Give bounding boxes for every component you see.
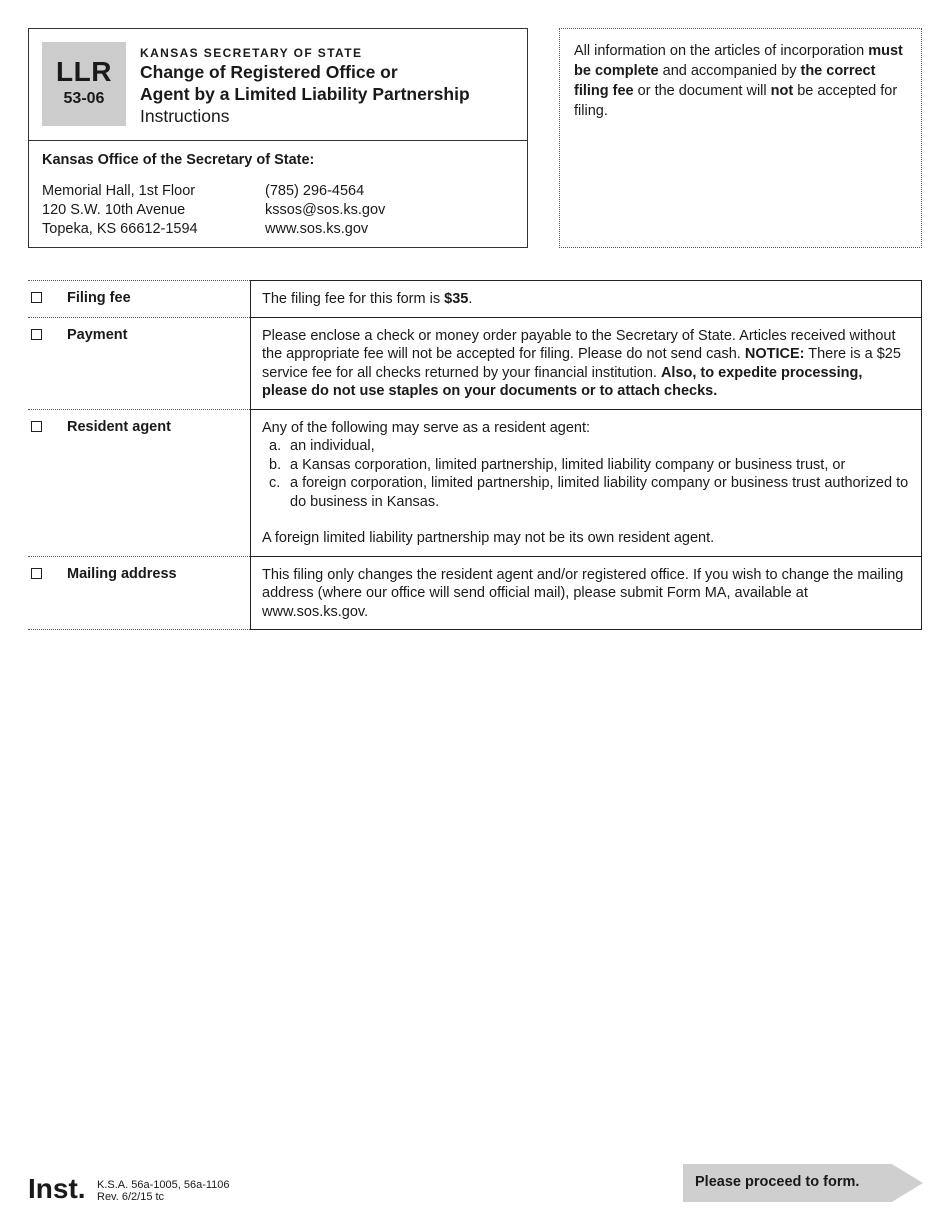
filing-fee-period: . [468,291,473,307]
title-block [140,45,520,127]
form-subtitle: Instructions [140,106,230,126]
list-item-text: a foreign corporation, limited partnership, limited liability company or business trust authorized to do business in Kansas. [290,475,909,510]
office-contact [265,182,385,239]
office-address [42,182,198,239]
list-marker: c. [269,475,281,491]
spacer [262,511,910,529]
payment-notice-label: NOTICE: [744,346,805,362]
list-marker: b. [269,456,282,473]
resident-agent-text [250,409,922,556]
resident-agent-note: A foreign limited liability partnership may not be its own resident agent. [262,530,715,546]
list-item [262,456,910,475]
payment-text-2: There is a $25 service fee for all checks returned by your financial institution. [262,346,901,381]
row-mailing-address [28,556,922,631]
office-phone: (785) 296-4564 [265,183,365,199]
filing-fee-checkbox[interactable] [31,292,42,303]
notice-text-4: be accepted for filing. [574,83,898,119]
statute-text: K.S.A. 56a-1005, 56a-1106 [97,1179,230,1191]
payment-staples-warning: Also, to expedite processing, please do not use staples on your documents or to attach checks. [262,364,863,399]
notice-bold-3: not [770,83,794,99]
revision-text: Rev. 6/2/15 tc [97,1191,165,1203]
form-number: 53-06 [63,90,105,107]
mailing-address-checkbox[interactable] [31,568,42,579]
address-line-3: Topeka, KS 66612-1594 [42,221,198,237]
notice-text-1: All information on the articles of incorporation [574,43,869,59]
list-item [262,474,910,511]
agency-name: KANSAS SECRETARY OF STATE [140,46,363,60]
payment-checkbox[interactable] [31,329,42,340]
payment-label: Payment [67,326,128,343]
resident-agent-list [262,437,910,511]
payment-label-cell [28,317,250,409]
row-filing-fee [28,280,922,317]
mailing-address-label: Mailing address [67,565,177,582]
filing-fee-text [250,280,922,317]
form-header [28,28,528,248]
list-item-text: an individual, [290,438,375,454]
notice-bold-2: the correct filing fee [574,63,876,99]
office-heading: Kansas Office of the Secretary of State: [42,152,315,168]
office-email[interactable]: kssos@sos.ks.gov [265,202,386,218]
notice-bold-1: must be complete [574,43,903,79]
filing-fee-label: Filing fee [67,290,131,306]
proceed-to-form-button[interactable] [683,1164,923,1202]
header-divider [29,140,527,141]
address-line-1: Memorial Hall, 1st Floor [42,183,196,199]
form-id-badge [42,42,126,126]
payment-text [250,317,922,409]
row-payment [28,317,922,409]
list-item [262,437,910,456]
list-marker: a. [269,438,282,454]
resident-agent-intro: Any of the following may serve as a resident agent: [262,419,591,436]
list-item-text: a Kansas corporation, limited partnership, limited liability company or business trust, or [290,456,846,473]
resident-agent-checkbox[interactable] [31,421,42,432]
inst-label: Inst. [28,1173,86,1204]
office-website[interactable]: www.sos.ks.gov [265,221,369,237]
statute-reference [97,1179,230,1203]
instructions-table [28,280,922,630]
filing-fee-amount: $35 [444,291,469,307]
resident-agent-label: Resident agent [67,418,171,435]
payment-text-1: Please enclose a check or money order payable to the Secretary of State. Articles received without the appropriate fee will not be accepted for filing. Please do not send cash. [262,327,896,362]
filing-fee-sentence: The filing fee for this form is [262,291,445,307]
mailing-address-text: This filing only changes the resident agent and/or registered office. If you wish to change the mailing address (where our office will send official mail), please submit Form MA, available at www.sos.ks.gov. [250,556,922,631]
form-title-line-2: Agent by a Limited Liability Partnership [140,84,470,104]
address-line-2: 120 S.W. 10th Avenue [42,202,186,218]
resident-agent-label-cell [28,409,250,556]
notice-text-3: or the document will [633,83,771,99]
mailing-address-label-cell [28,556,250,631]
filing-fee-label-cell [28,280,250,317]
filing-notice [559,28,922,248]
row-resident-agent [28,409,922,556]
form-title-line-1: Change of Registered Office or [140,62,398,82]
proceed-label: Please proceed to form. [695,1174,860,1190]
notice-text-2: and accompanied by [658,63,801,79]
form-code: LLR [56,56,112,87]
